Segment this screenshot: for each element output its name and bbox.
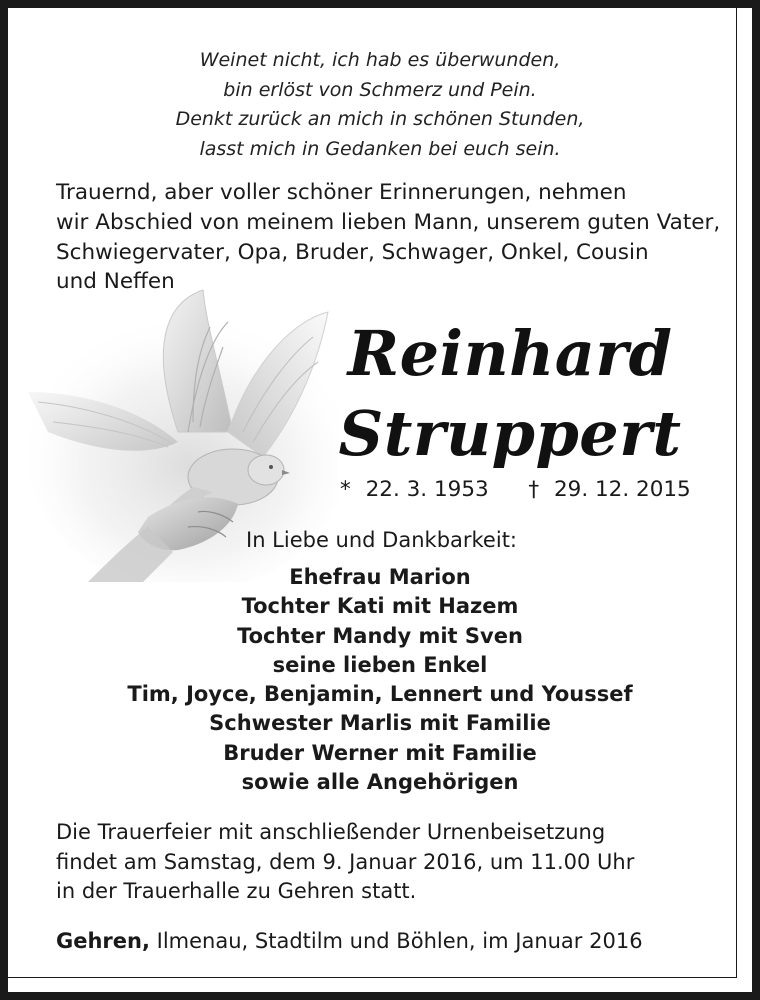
service-line: findet am Samstag, dem 9. Januar 2016, um 11.00 Uhr — [56, 849, 635, 874]
intro-line: wir Abschied von meinem lieben Mann, unserem guten Vater, — [56, 209, 721, 235]
birth-symbol: * — [340, 477, 351, 502]
mourner-line: sowie alle Angehörigen — [241, 770, 519, 795]
poem-verse — [0, 46, 760, 164]
death-date: 29. 12. 2015 — [553, 477, 691, 502]
mourner-line: Tochter Mandy mit Sven — [237, 623, 523, 648]
mourner-line: Schwester Marlis mit Familie — [209, 711, 551, 736]
mourners-list — [0, 563, 760, 797]
first-name: Reinhard — [347, 317, 673, 390]
mourner-line: Ehefrau Marion — [289, 565, 471, 589]
closing-line — [56, 926, 716, 956]
intro-line: Trauernd, aber voller schöner Erinnerungen, nehmen — [56, 180, 627, 205]
poem-line: bin erlöst von Schmerz und Pein. — [223, 78, 537, 101]
dedication-line: In Liebe und Dankbarkeit: — [246, 528, 518, 552]
poem-line: lasst mich in Gedanken bei euch sein. — [199, 137, 561, 160]
closing-place: Gehren, — [56, 929, 150, 953]
mourner-line: Tim, Joyce, Benjamin, Lennert und Youssef — [127, 682, 633, 707]
service-line: in der Trauerhalle zu Gehren statt. — [56, 879, 417, 903]
closing-rest: Ilmenau, Stadtilm und Böhlen, im Januar 2016 — [149, 929, 643, 953]
poem-line: Weinet nicht, ich hab es überwunden, — [199, 49, 561, 71]
intro-line: Schwiegervater, Opa, Bruder, Schwager, Onkel, Cousin — [56, 239, 649, 265]
mourner-line: seine lieben Enkel — [272, 652, 488, 677]
funeral-service-info — [56, 818, 716, 907]
intro-line: und Neffen — [56, 269, 175, 295]
life-dates — [340, 475, 691, 505]
mourner-line: Tochter Kati mit Hazem — [241, 594, 519, 619]
deceased-name — [300, 314, 720, 474]
mourner-line: Bruder Werner mit Familie — [223, 740, 537, 765]
last-name: Struppert — [338, 397, 682, 470]
poem-line: Denkt zurück an mich in schönen Stunden, — [175, 108, 585, 130]
death-symbol: † — [528, 477, 540, 502]
intro-paragraph — [56, 178, 721, 297]
service-line: Die Trauerfeier mit anschließender Urnenbeisetzung — [56, 820, 606, 844]
birth-date: 22. 3. 1953 — [365, 477, 489, 502]
